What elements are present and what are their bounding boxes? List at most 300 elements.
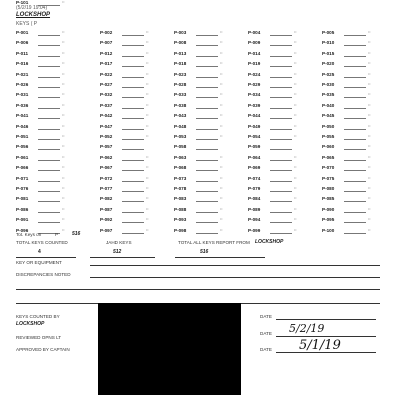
key-label: P-072 (100, 175, 113, 181)
key-mark: •• (294, 113, 297, 118)
key-mark: •• (62, 123, 65, 128)
counted-by-label: KEYS COUNTED BY (16, 314, 60, 319)
key-label: P-080 (322, 186, 335, 191)
key-mark: •• (62, 217, 65, 222)
key-mark: •• (146, 102, 149, 107)
key-count-line (122, 170, 144, 171)
key-mark: •• (62, 154, 65, 159)
key-label: P-048 (174, 123, 187, 129)
key-mark: •• (62, 196, 65, 201)
key-label: P-051 (16, 134, 29, 139)
date-1-value: 5/2/19 (289, 322, 325, 335)
key-label: P-005 (322, 30, 335, 35)
key-count-line (38, 149, 60, 150)
key-label: P-021 (16, 71, 29, 77)
key-label: P-090 (322, 206, 335, 212)
key-mark: •• (146, 165, 149, 170)
key-count-line (196, 97, 218, 98)
key-count-line (196, 77, 218, 78)
page-title: LOCKSHOP (16, 12, 51, 18)
key-label: P-023 (174, 71, 187, 77)
key-label: P-050 (322, 123, 335, 129)
report-from-value: LOCKSHOP (255, 239, 284, 245)
key-label: P-049 (248, 123, 261, 129)
key-count-line (344, 35, 366, 36)
key-count-line (38, 191, 60, 192)
key-count-line (344, 139, 366, 140)
key-mark: •• (294, 92, 297, 97)
key-label: P-022 (100, 71, 113, 77)
key-mark: •• (294, 175, 297, 180)
key-mark: •• (62, 30, 65, 34)
key-count-line (344, 191, 366, 192)
key-count-line (344, 201, 366, 202)
key-count-line (122, 201, 144, 202)
key-count-line (344, 108, 366, 109)
key-count-line (196, 87, 218, 88)
key-label: P-002 (100, 30, 113, 35)
key-label: P-017 (100, 61, 113, 67)
key-label: P-014 (248, 50, 261, 56)
key-label: P-071 (16, 175, 29, 181)
key-mark: •• (146, 61, 149, 66)
key-mark: •• (368, 50, 371, 55)
key-count-line (344, 118, 366, 119)
key-count-line (270, 108, 292, 109)
key-mark: •• (220, 92, 223, 97)
key-label: P-098 (174, 227, 187, 233)
key-count-line (122, 139, 144, 140)
key-count-line (270, 201, 292, 202)
tot-keys-value: 516 (72, 231, 81, 237)
key-label: P-077 (100, 186, 113, 191)
key-label: P-035 (322, 92, 335, 98)
key-mark: •• (146, 40, 149, 45)
key-count-line (122, 87, 144, 88)
key-mark: •• (220, 40, 223, 45)
key-mark: •• (62, 175, 65, 180)
key-label: P-086 (16, 206, 29, 212)
key-label: P-063 (174, 154, 187, 160)
key-label: P-040 (322, 102, 335, 108)
key-label: P-092 (100, 217, 113, 223)
key-label: P-079 (248, 186, 261, 191)
key-label: P-075 (322, 175, 335, 181)
key-count-line (196, 139, 218, 140)
key-label: P-070 (322, 165, 335, 171)
key-count-line (38, 118, 60, 119)
key-count-line (270, 191, 292, 192)
key-count-line (38, 97, 60, 98)
key-mark: •• (62, 0, 65, 4)
key-count-line (270, 45, 292, 46)
key-label: P-033 (174, 92, 187, 98)
key-mark: •• (146, 50, 149, 55)
key-count-line (270, 129, 292, 130)
key-count-line (38, 170, 60, 171)
key-count-line (38, 77, 60, 78)
key-count-line (38, 139, 60, 140)
key-count-line (196, 149, 218, 150)
approved-label: APPROVED BY CAPTAIN (16, 347, 70, 352)
key-count-line (122, 35, 144, 36)
key-count-line (344, 222, 366, 223)
key-label: P-096 (16, 227, 29, 233)
key-mark: •• (220, 50, 223, 55)
key-mark: •• (146, 123, 149, 128)
key-count-line (344, 212, 366, 213)
key-label: P-059 (248, 144, 261, 150)
key-label: P-056 (16, 144, 29, 150)
key-mark: •• (62, 186, 65, 190)
key-label: P-093 (174, 217, 187, 223)
key-label: P-036 (16, 102, 29, 108)
key-count-line (38, 56, 60, 57)
key-mark: •• (294, 123, 297, 128)
key-mark: •• (294, 102, 297, 107)
key-mark: •• (294, 134, 297, 138)
date-label-3: DATE (260, 347, 272, 352)
key-count-line (196, 129, 218, 130)
key-count-line (270, 170, 292, 171)
key-mark: •• (294, 217, 297, 222)
key-mark: •• (62, 206, 65, 211)
key-count-line (122, 149, 144, 150)
keys-label: KEYS ( P (16, 21, 38, 27)
key-count-line (344, 45, 366, 46)
count-b: 512 (113, 249, 122, 255)
key-mark: •• (62, 61, 65, 66)
key-mark: •• (62, 71, 65, 76)
key-mark: •• (146, 217, 149, 222)
key-label: P-058 (174, 144, 187, 150)
key-count-line (196, 108, 218, 109)
key-mark: •• (368, 154, 371, 159)
key-label: P-082 (100, 196, 113, 202)
key-mark: •• (220, 175, 223, 180)
key-count-line (38, 201, 60, 202)
key-count-line (344, 97, 366, 98)
key-label: P-062 (100, 154, 113, 160)
key-count-line (122, 108, 144, 109)
key-count-line (196, 201, 218, 202)
key-mark: •• (146, 175, 149, 180)
key-label: P-045 (322, 113, 335, 119)
key-mark: •• (368, 196, 371, 201)
key-label: P-085 (322, 196, 335, 202)
key-count-line (196, 160, 218, 161)
counted-by-value: LOCKSHOP (16, 321, 45, 327)
key-mark: •• (294, 50, 297, 55)
key-count-line (196, 170, 218, 171)
key-mark: •• (62, 82, 65, 86)
key-count-line (344, 77, 366, 78)
key-mark: •• (220, 61, 223, 66)
key-count-line (344, 149, 366, 150)
key-label: P-006 (16, 40, 29, 46)
key-label: P-046 (16, 123, 29, 129)
key-label: P-088 (174, 206, 187, 212)
key-count-line (122, 77, 144, 78)
key-mark: •• (368, 61, 371, 66)
key-label: P-060 (322, 144, 335, 150)
key-mark: •• (294, 40, 297, 45)
key-mark: •• (294, 206, 297, 211)
key-mark: •• (146, 71, 149, 76)
key-mark: •• (368, 227, 371, 232)
key-mark: •• (368, 175, 371, 180)
key-label: P-066 (16, 165, 29, 171)
key-mark: •• (368, 82, 371, 86)
key-count-line (122, 160, 144, 161)
key-count-line (122, 118, 144, 119)
key-label: P-074 (248, 175, 261, 181)
key-count-line (122, 56, 144, 57)
key-label: P-097 (100, 227, 113, 233)
key-label: P-078 (174, 186, 187, 191)
key-label: P-016 (16, 61, 29, 67)
key-mark: •• (220, 134, 223, 138)
key-label: P-001 (16, 30, 29, 35)
key-count-line (38, 222, 60, 223)
key-label: P-095 (322, 217, 335, 223)
key-label: P-030 (322, 82, 335, 87)
key-label: P-020 (322, 61, 335, 67)
key-count-line (196, 35, 218, 36)
key-mark: •• (220, 196, 223, 201)
key-label: P-013 (174, 50, 187, 56)
key-mark: •• (62, 134, 65, 138)
key-label: P-026 (16, 82, 29, 87)
key-count-line (38, 129, 60, 130)
key-label: P-027 (100, 82, 113, 87)
key-mark: •• (146, 134, 149, 138)
key-count-line (270, 149, 292, 150)
key-mark: •• (62, 50, 65, 55)
key-label: P-032 (100, 92, 113, 98)
key-mark: •• (146, 113, 149, 118)
key-label: P-008 (174, 40, 187, 46)
key-mark: •• (146, 227, 149, 232)
key-count-line (196, 66, 218, 67)
key-count-line (270, 66, 292, 67)
key-label: P-031 (16, 92, 29, 98)
key-mark: •• (146, 196, 149, 201)
key-mark: •• (62, 102, 65, 107)
key-label: P-069 (248, 165, 261, 171)
key-count-line (270, 233, 292, 234)
key-count-line (122, 233, 144, 234)
key-count-line (270, 212, 292, 213)
key-count-line (344, 233, 366, 234)
key-label: P-043 (174, 113, 187, 119)
key-mark: •• (220, 30, 223, 34)
key-mark: •• (220, 186, 223, 190)
key-mark: •• (220, 102, 223, 107)
key-label: P-067 (100, 165, 113, 171)
key-label: P-019 (248, 61, 261, 67)
key-count-line (270, 222, 292, 223)
key-mark: •• (368, 186, 371, 190)
key-count-line (122, 45, 144, 46)
key-count-line (196, 45, 218, 46)
key-label: P-061 (16, 154, 29, 160)
key-mark: •• (220, 217, 223, 222)
key-count-line (196, 118, 218, 119)
key-mark: •• (220, 82, 223, 86)
key-count-line (344, 56, 366, 57)
key-count-line (38, 5, 60, 6)
total-keys-counted-label: TOTAL KEYS COUNTED (16, 240, 68, 245)
key-mark: •• (294, 186, 297, 190)
key-count-line (122, 191, 144, 192)
key-label: P-004 (248, 30, 261, 35)
key-label: P-052 (100, 134, 113, 139)
key-label: P-041 (16, 113, 29, 119)
key-mark: •• (294, 61, 297, 66)
key-mark: •• (368, 30, 371, 34)
key-mark: •• (368, 217, 371, 222)
tot-keys-p: P (55, 232, 59, 237)
key-mark: •• (62, 92, 65, 97)
key-label: P-034 (248, 92, 261, 98)
key-mark: •• (368, 144, 371, 149)
key-mark: •• (220, 71, 223, 76)
key-count-line (38, 108, 60, 109)
key-mark: •• (220, 154, 223, 159)
key-label: P-094 (248, 217, 261, 223)
count-c: 516 (200, 249, 209, 255)
key-mark: •• (62, 165, 65, 170)
key-count-line (270, 181, 292, 182)
key-mark: •• (294, 165, 297, 170)
key-label: P-068 (174, 165, 187, 171)
key-label: P-038 (174, 102, 187, 108)
key-mark: •• (146, 206, 149, 211)
key-mark: •• (62, 113, 65, 118)
key-label: P-003 (174, 30, 187, 35)
key-label: P-018 (174, 61, 187, 67)
key-mark: •• (220, 113, 223, 118)
key-label: P-037 (100, 102, 113, 108)
key-count-line (122, 212, 144, 213)
key-mark: •• (294, 196, 297, 201)
redaction-block (98, 303, 241, 395)
key-label: P-010 (322, 40, 335, 46)
key-count-line (270, 87, 292, 88)
key-label: P-053 (174, 134, 187, 139)
key-mark: •• (368, 92, 371, 97)
key-count-line (38, 160, 60, 161)
key-mark: •• (146, 154, 149, 159)
key-label: P-011 (16, 50, 29, 56)
key-mark: •• (368, 123, 371, 128)
key-label: P-076 (16, 186, 29, 191)
key-count-line (38, 66, 60, 67)
discrepancies-label: DISCREPANCIES NOTED (16, 272, 71, 277)
key-count-line (344, 129, 366, 130)
key-label: P-065 (322, 154, 335, 160)
key-label: P-044 (248, 113, 261, 119)
key-mark: •• (220, 206, 223, 211)
key-mark: •• (294, 71, 297, 76)
key-count-line (344, 87, 366, 88)
key-count-line (270, 139, 292, 140)
key-label: P-028 (174, 82, 187, 87)
key-label: P-084 (248, 196, 261, 202)
key-count-line (196, 56, 218, 57)
key-mark: •• (368, 134, 371, 138)
jahd-keys-label: JAHD KEYS (106, 240, 132, 245)
key-count-line (122, 222, 144, 223)
key-mark: •• (62, 227, 65, 232)
key-label: P-073 (174, 175, 187, 181)
key-count-line (38, 87, 60, 88)
key-label: P-099 (248, 227, 261, 233)
key-count-line (38, 35, 60, 36)
key-count-line (270, 56, 292, 57)
date-label-1: DATE (260, 314, 272, 319)
key-label: P-039 (248, 102, 261, 108)
key-label: P-089 (248, 206, 261, 212)
key-mark: •• (294, 82, 297, 86)
key-label: P-100 (322, 227, 335, 233)
key-mark: •• (294, 227, 297, 232)
key-count-line (344, 66, 366, 67)
key-mark: •• (294, 30, 297, 34)
key-count-line (270, 77, 292, 78)
key-count-line (196, 233, 218, 234)
key-label: P-025 (322, 71, 335, 77)
key-mark: •• (62, 40, 65, 45)
key-label: P-064 (248, 154, 261, 160)
key-mark: •• (146, 186, 149, 190)
key-count-line (38, 212, 60, 213)
key-count-line (270, 118, 292, 119)
total-all-keys-label: TOTAL ALL KEYS REPORT FROM (178, 240, 250, 245)
key-label: P-007 (100, 40, 113, 46)
key-equipment-label: KEY OR EQUIPMENT (16, 260, 62, 265)
key-label: P-015 (322, 50, 335, 56)
key-mark: •• (368, 206, 371, 211)
key-mark: •• (62, 144, 65, 149)
key-count-line (38, 181, 60, 182)
key-count-line (122, 129, 144, 130)
date-stamp: (5/2/19 19:04) (16, 5, 48, 11)
key-mark: •• (146, 30, 149, 34)
key-label: P-042 (100, 113, 113, 119)
date-2-value: 5/1/19 (299, 338, 341, 353)
tot-keys-label: Tot. Keys on (16, 232, 42, 237)
key-label: P-091 (16, 217, 29, 223)
key-label: P-009 (248, 40, 261, 46)
key-count-line (270, 97, 292, 98)
key-count-line (344, 160, 366, 161)
key-count-line (38, 45, 60, 46)
key-count-line (270, 35, 292, 36)
key-count-line (196, 212, 218, 213)
date-label-2: DATE (260, 331, 272, 336)
key-count-line (344, 181, 366, 182)
key-count-line (344, 170, 366, 171)
key-count-line (122, 97, 144, 98)
key-mark: •• (220, 123, 223, 128)
key-label: P-029 (248, 82, 261, 87)
key-mark: •• (368, 102, 371, 107)
key-count-line (196, 191, 218, 192)
key-mark: •• (368, 113, 371, 118)
key-mark: •• (368, 40, 371, 45)
